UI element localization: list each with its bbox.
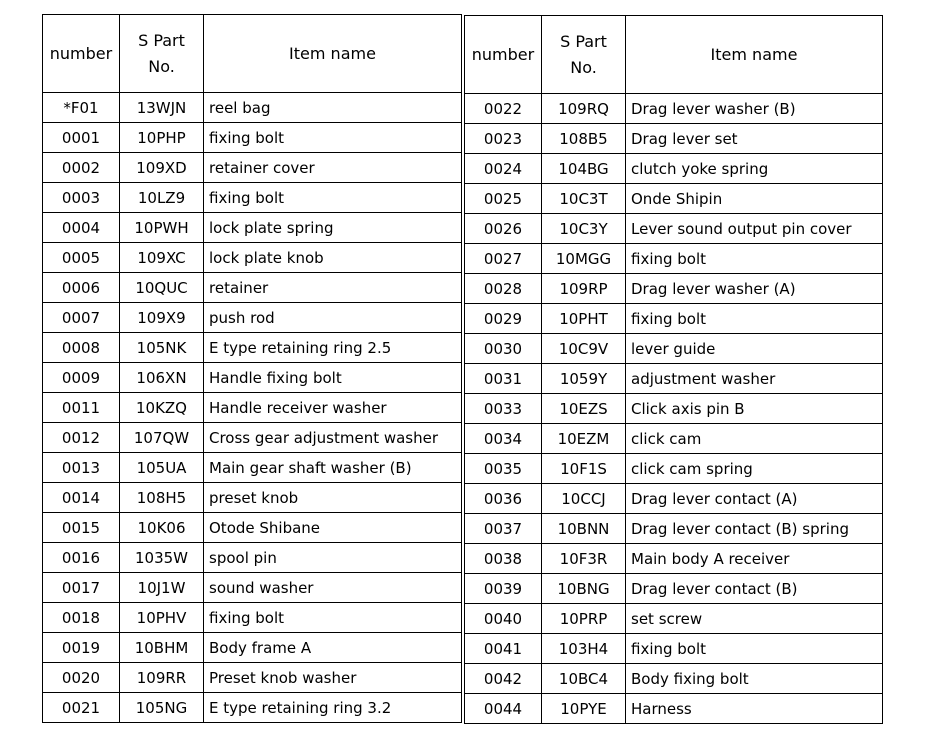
part-number-cell: 0039 bbox=[465, 574, 542, 604]
table-row bbox=[465, 244, 883, 274]
item-name-cell: E type retaining ring 3.2 bbox=[204, 693, 462, 723]
table-body bbox=[465, 94, 883, 724]
part-number-cell: 0008 bbox=[43, 333, 120, 363]
s-part-no-cell: 10J1W bbox=[120, 573, 204, 603]
item-name-cell: clutch yoke spring bbox=[626, 154, 883, 184]
table-row bbox=[465, 124, 883, 154]
table-row bbox=[43, 603, 462, 633]
item-name-cell: fixing bolt bbox=[626, 244, 883, 274]
part-number-cell: 0001 bbox=[43, 123, 120, 153]
table-row bbox=[43, 483, 462, 513]
table-row bbox=[465, 364, 883, 394]
item-name-cell: set screw bbox=[626, 604, 883, 634]
s-part-no-cell: 109XD bbox=[120, 153, 204, 183]
part-number-cell: 0024 bbox=[465, 154, 542, 184]
s-part-no-cell: 10BHM bbox=[120, 633, 204, 663]
part-number-cell: 0029 bbox=[465, 304, 542, 334]
s-part-no-cell: 10BNG bbox=[542, 574, 626, 604]
item-name-cell: spool pin bbox=[204, 543, 462, 573]
header-part-line1: S Part bbox=[138, 30, 185, 50]
part-number-cell: 0040 bbox=[465, 604, 542, 634]
item-name-cell: Cross gear adjustment washer bbox=[204, 423, 462, 453]
item-name-cell: fixing bolt bbox=[204, 123, 462, 153]
table-row bbox=[465, 184, 883, 214]
table-row bbox=[43, 393, 462, 423]
header-part-no bbox=[542, 16, 626, 94]
part-number-cell: 0025 bbox=[465, 184, 542, 214]
item-name-cell: Main gear shaft washer (B) bbox=[204, 453, 462, 483]
part-number-cell: 0019 bbox=[43, 633, 120, 663]
item-name-cell: Drag lever set bbox=[626, 124, 883, 154]
table-row bbox=[43, 303, 462, 333]
table-row bbox=[43, 663, 462, 693]
part-number-cell: 0030 bbox=[465, 334, 542, 364]
table-row bbox=[43, 363, 462, 393]
part-number-cell: 0016 bbox=[43, 543, 120, 573]
item-name-cell: sound washer bbox=[204, 573, 462, 603]
table-row bbox=[43, 183, 462, 213]
s-part-no-cell: 10PHV bbox=[120, 603, 204, 633]
s-part-no-cell: 10C3Y bbox=[542, 214, 626, 244]
part-number-cell: 0003 bbox=[43, 183, 120, 213]
s-part-no-cell: 13WJN bbox=[120, 93, 204, 123]
header-row bbox=[43, 15, 462, 93]
part-number-cell: 0037 bbox=[465, 514, 542, 544]
item-name-cell: lock plate knob bbox=[204, 243, 462, 273]
part-number-cell: 0006 bbox=[43, 273, 120, 303]
table-row bbox=[43, 243, 462, 273]
table-row bbox=[43, 93, 462, 123]
part-number-cell: *F01 bbox=[43, 93, 120, 123]
item-name-cell: Handle fixing bolt bbox=[204, 363, 462, 393]
s-part-no-cell: 104BG bbox=[542, 154, 626, 184]
item-name-cell: fixing bolt bbox=[626, 634, 883, 664]
item-name-cell: Harness bbox=[626, 694, 883, 724]
s-part-no-cell: 10PRP bbox=[542, 604, 626, 634]
part-number-cell: 0033 bbox=[465, 394, 542, 424]
part-number-cell: 0036 bbox=[465, 484, 542, 514]
part-number-cell: 0002 bbox=[43, 153, 120, 183]
table-row bbox=[43, 273, 462, 303]
s-part-no-cell: 1035W bbox=[120, 543, 204, 573]
table-row bbox=[43, 573, 462, 603]
part-number-cell: 0013 bbox=[43, 453, 120, 483]
part-number-cell: 0011 bbox=[43, 393, 120, 423]
s-part-no-cell: 10MGG bbox=[542, 244, 626, 274]
item-name-cell: Handle receiver washer bbox=[204, 393, 462, 423]
table-row bbox=[43, 693, 462, 723]
s-part-no-cell: 10C9V bbox=[542, 334, 626, 364]
item-name-cell: Body frame A bbox=[204, 633, 462, 663]
header-number: number bbox=[43, 15, 120, 93]
table-row bbox=[465, 334, 883, 364]
part-number-cell: 0014 bbox=[43, 483, 120, 513]
part-number-cell: 0015 bbox=[43, 513, 120, 543]
table-row bbox=[465, 574, 883, 604]
item-name-cell: Drag lever contact (A) bbox=[626, 484, 883, 514]
table-row bbox=[43, 333, 462, 363]
table-row bbox=[465, 544, 883, 574]
header-part-line1: S Part bbox=[560, 31, 607, 51]
header-item-name: Item name bbox=[204, 15, 462, 93]
item-name-cell: adjustment washer bbox=[626, 364, 883, 394]
s-part-no-cell: 10PHP bbox=[120, 123, 204, 153]
header-part-no bbox=[120, 15, 204, 93]
item-name-cell: retainer cover bbox=[204, 153, 462, 183]
item-name-cell: fixing bolt bbox=[204, 603, 462, 633]
table-row bbox=[465, 454, 883, 484]
s-part-no-cell: 109RQ bbox=[542, 94, 626, 124]
item-name-cell: click cam bbox=[626, 424, 883, 454]
table-row bbox=[43, 153, 462, 183]
item-name-cell: Preset knob washer bbox=[204, 663, 462, 693]
header-part-line2: No. bbox=[570, 57, 597, 77]
part-number-cell: 0012 bbox=[43, 423, 120, 453]
item-name-cell: push rod bbox=[204, 303, 462, 333]
part-number-cell: 0026 bbox=[465, 214, 542, 244]
s-part-no-cell: 107QW bbox=[120, 423, 204, 453]
part-number-cell: 0038 bbox=[465, 544, 542, 574]
s-part-no-cell: 105UA bbox=[120, 453, 204, 483]
item-name-cell: Body fixing bolt bbox=[626, 664, 883, 694]
item-name-cell: preset knob bbox=[204, 483, 462, 513]
table-row bbox=[43, 423, 462, 453]
part-number-cell: 0044 bbox=[465, 694, 542, 724]
s-part-no-cell: 108H5 bbox=[120, 483, 204, 513]
item-name-cell: Lever sound output pin cover bbox=[626, 214, 883, 244]
table-row bbox=[465, 514, 883, 544]
table-row bbox=[465, 394, 883, 424]
s-part-no-cell: 10BNN bbox=[542, 514, 626, 544]
part-number-cell: 0034 bbox=[465, 424, 542, 454]
item-name-cell: Drag lever washer (A) bbox=[626, 274, 883, 304]
table-row bbox=[43, 123, 462, 153]
item-name-cell: Drag lever contact (B) bbox=[626, 574, 883, 604]
s-part-no-cell: 10BC4 bbox=[542, 664, 626, 694]
part-number-cell: 0041 bbox=[465, 634, 542, 664]
part-number-cell: 0017 bbox=[43, 573, 120, 603]
item-name-cell: reel bag bbox=[204, 93, 462, 123]
part-number-cell: 0005 bbox=[43, 243, 120, 273]
item-name-cell: Drag lever contact (B) spring bbox=[626, 514, 883, 544]
table-row bbox=[465, 664, 883, 694]
s-part-no-cell: 10LZ9 bbox=[120, 183, 204, 213]
s-part-no-cell: 10PHT bbox=[542, 304, 626, 334]
part-number-cell: 0004 bbox=[43, 213, 120, 243]
part-number-cell: 0035 bbox=[465, 454, 542, 484]
item-name-cell: lever guide bbox=[626, 334, 883, 364]
s-part-no-cell: 10EZS bbox=[542, 394, 626, 424]
part-number-cell: 0023 bbox=[465, 124, 542, 154]
item-name-cell: retainer bbox=[204, 273, 462, 303]
s-part-no-cell: 10KZQ bbox=[120, 393, 204, 423]
part-number-cell: 0031 bbox=[465, 364, 542, 394]
header-part-line2: No. bbox=[148, 56, 175, 76]
s-part-no-cell: 106XN bbox=[120, 363, 204, 393]
s-part-no-cell: 1059Y bbox=[542, 364, 626, 394]
part-number-cell: 0027 bbox=[465, 244, 542, 274]
table-row bbox=[465, 94, 883, 124]
s-part-no-cell: 10PWH bbox=[120, 213, 204, 243]
table-row bbox=[465, 304, 883, 334]
s-part-no-cell: 108B5 bbox=[542, 124, 626, 154]
item-name-cell: click cam spring bbox=[626, 454, 883, 484]
part-number-cell: 0018 bbox=[43, 603, 120, 633]
part-number-cell: 0021 bbox=[43, 693, 120, 723]
table-row bbox=[465, 484, 883, 514]
parts-table-left bbox=[42, 14, 462, 723]
s-part-no-cell: 109X9 bbox=[120, 303, 204, 333]
s-part-no-cell: 109RR bbox=[120, 663, 204, 693]
item-name-cell: Click axis pin B bbox=[626, 394, 883, 424]
item-name-cell: Main body A receiver bbox=[626, 544, 883, 574]
part-number-cell: 0028 bbox=[465, 274, 542, 304]
table-row bbox=[465, 424, 883, 454]
table-row bbox=[465, 154, 883, 184]
item-name-cell: E type retaining ring 2.5 bbox=[204, 333, 462, 363]
table-row bbox=[465, 634, 883, 664]
table-row bbox=[43, 453, 462, 483]
part-number-cell: 0020 bbox=[43, 663, 120, 693]
item-name-cell: fixing bolt bbox=[204, 183, 462, 213]
s-part-no-cell: 10K06 bbox=[120, 513, 204, 543]
item-name-cell: Onde Shipin bbox=[626, 184, 883, 214]
s-part-no-cell: 103H4 bbox=[542, 634, 626, 664]
table-row bbox=[465, 604, 883, 634]
table-row bbox=[465, 274, 883, 304]
s-part-no-cell: 105NK bbox=[120, 333, 204, 363]
part-number-cell: 0009 bbox=[43, 363, 120, 393]
table-row bbox=[43, 543, 462, 573]
table-body bbox=[43, 93, 462, 723]
item-name-cell: fixing bolt bbox=[626, 304, 883, 334]
item-name-cell: Drag lever washer (B) bbox=[626, 94, 883, 124]
s-part-no-cell: 105NG bbox=[120, 693, 204, 723]
s-part-no-cell: 10CCJ bbox=[542, 484, 626, 514]
s-part-no-cell: 10C3T bbox=[542, 184, 626, 214]
table-row bbox=[43, 513, 462, 543]
s-part-no-cell: 10EZM bbox=[542, 424, 626, 454]
item-name-cell: Otode Shibane bbox=[204, 513, 462, 543]
item-name-cell: lock plate spring bbox=[204, 213, 462, 243]
part-number-cell: 0007 bbox=[43, 303, 120, 333]
table-row bbox=[465, 214, 883, 244]
s-part-no-cell: 10F1S bbox=[542, 454, 626, 484]
table-row bbox=[465, 694, 883, 724]
s-part-no-cell: 10F3R bbox=[542, 544, 626, 574]
parts-table-right bbox=[464, 15, 883, 724]
part-number-cell: 0022 bbox=[465, 94, 542, 124]
part-number-cell: 0042 bbox=[465, 664, 542, 694]
s-part-no-cell: 109XC bbox=[120, 243, 204, 273]
s-part-no-cell: 10PYE bbox=[542, 694, 626, 724]
table-row bbox=[43, 213, 462, 243]
header-item-name: Item name bbox=[626, 16, 883, 94]
s-part-no-cell: 10QUC bbox=[120, 273, 204, 303]
header-row bbox=[465, 16, 883, 94]
table-row bbox=[43, 633, 462, 663]
header-number: number bbox=[465, 16, 542, 94]
s-part-no-cell: 109RP bbox=[542, 274, 626, 304]
